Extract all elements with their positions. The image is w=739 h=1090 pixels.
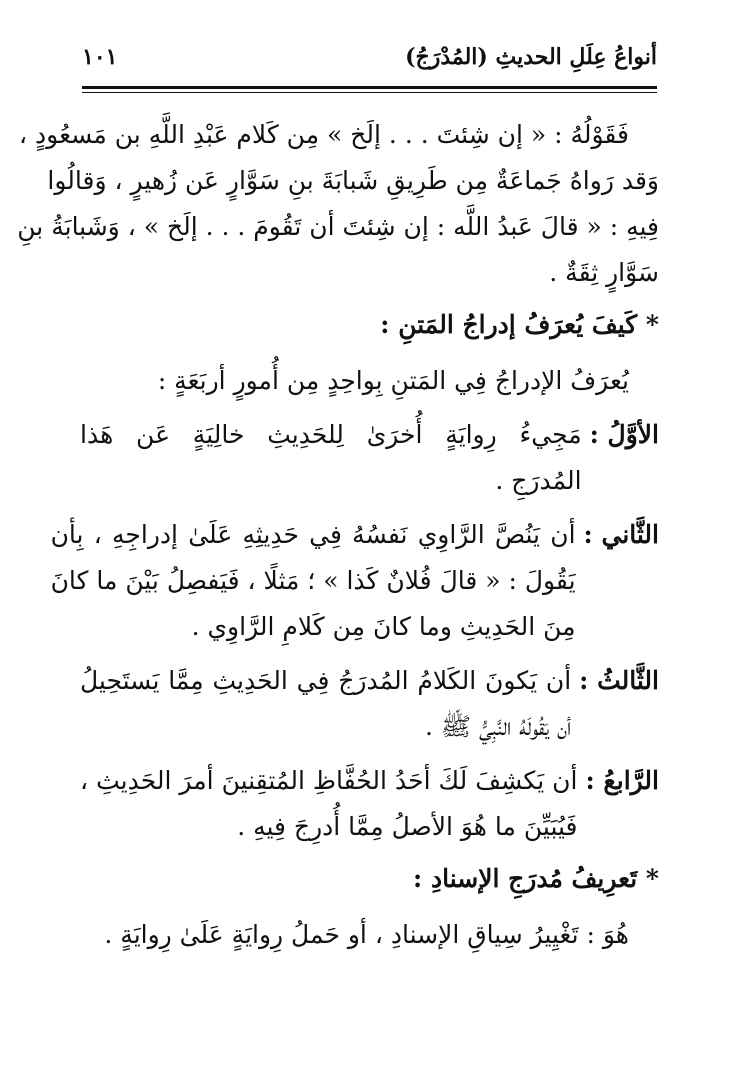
- page-body: [17, 112, 659, 958]
- page-number: ١٠١: [82, 44, 118, 70]
- text-line: أن يَقُولَهُ النَّبِيُّ ﷺ .: [424, 712, 572, 741]
- item-label: الأوَّلُ :: [589, 420, 659, 449]
- section-heading-matn: [80, 300, 659, 350]
- item-text: [80, 658, 579, 750]
- list-item: [50, 512, 659, 650]
- list-item: [80, 658, 659, 750]
- page-header: [82, 40, 657, 80]
- heading-text: تَعرِيفُ مُدرَجِ الإسنادِ :: [413, 864, 638, 893]
- item-text: [80, 758, 586, 850]
- list-item: [80, 412, 659, 504]
- definition-line: هُوَ : تَغْيِيرُ سِياقِ الإسنادِ ، أو حَملُ رِوايَةٍ عَلَىٰ رِوايَةٍ .: [104, 920, 629, 949]
- header-rule-thin: [82, 92, 657, 93]
- text-line: أن يَنُصَّ الرَّاوِي نَفسُهُ فِي حَدِيثِهِ عَلَىٰ إدراجِهِ ، بِأن: [50, 520, 576, 549]
- text-line: فِيهِ : « قالَ عَبدُ اللَّه : إن شِئتَ أن تَقُومَ . . . إلَخ » ، وَشَبابَةُ بنِ: [17, 212, 659, 241]
- text-line: أن يَكونَ الكَلامُ المُدرَجُ فِي الحَدِيثِ مِمَّا يَستَحِيلُ: [80, 666, 572, 695]
- text-line: وَقد رَواهُ جَماعَةٌ مِن طَرِيقِ شَبابَةَ بنِ سَوَّارٍ عَن زُهيرٍ ، وَقالُوا: [47, 166, 659, 195]
- header-rule-thick: [82, 86, 657, 89]
- running-title: أنواعُ عِلَلِ الحديثِ (المُدْرَجُ): [405, 44, 657, 70]
- opening-paragraph: [17, 112, 659, 296]
- item-text: [80, 412, 590, 504]
- text-line: أن يَكشِفَ لَكَ أحَدُ الحُفَّاظِ المُتقِنينَ أمرَ الحَدِيثِ ،: [80, 766, 578, 795]
- text-line: مِنَ الحَدِيثِ وما كانَ مِن كَلامِ الرَّاوِي .: [191, 612, 576, 641]
- text-line: سَوَّارٍ ثِقَةٌ .: [549, 258, 659, 287]
- text-line: المُدرَجِ .: [495, 466, 582, 495]
- list-item: [80, 758, 659, 850]
- item-label: الثَّاني :: [583, 520, 659, 549]
- star-bullet: *: [645, 310, 659, 339]
- section-heading-isnad: [80, 854, 659, 904]
- item-label: الرَّابعُ :: [585, 766, 659, 795]
- heading-text: كَيفَ يُعرَفُ إدراجُ المَتنِ :: [380, 310, 638, 339]
- item-text: [51, 512, 584, 650]
- text-line: فَيُبَيِّنَ ما هُوَ الأصلُ مِمَّا أُدرِجَ فِيهِ .: [237, 812, 578, 841]
- intro-line: يُعرَفُ الإدراجُ فِي المَتنِ بِواحِدٍ مِن أُمورٍ أربَعَةٍ :: [157, 366, 629, 395]
- text-line: فَقَوْلُهُ : « إن شِئتَ . . . إلَخ » مِن كَلام عَبْدِ اللَّهِ بن مَسعُودٍ ،: [19, 120, 629, 149]
- text-line: مَجِيءُ رِوايَةٍ أُخرَىٰ لِلحَدِيثِ خالِيَةٍ عَن هَذا: [80, 420, 582, 449]
- star-bullet: *: [645, 864, 659, 893]
- text-line: يَقُولَ : « قالَ فُلانٌ كَذا » ؛ مَثلًا ، فَيَفصِلُ بَيْنَ ما كانَ: [50, 566, 576, 595]
- item-label: الثَّالثُ :: [579, 666, 659, 695]
